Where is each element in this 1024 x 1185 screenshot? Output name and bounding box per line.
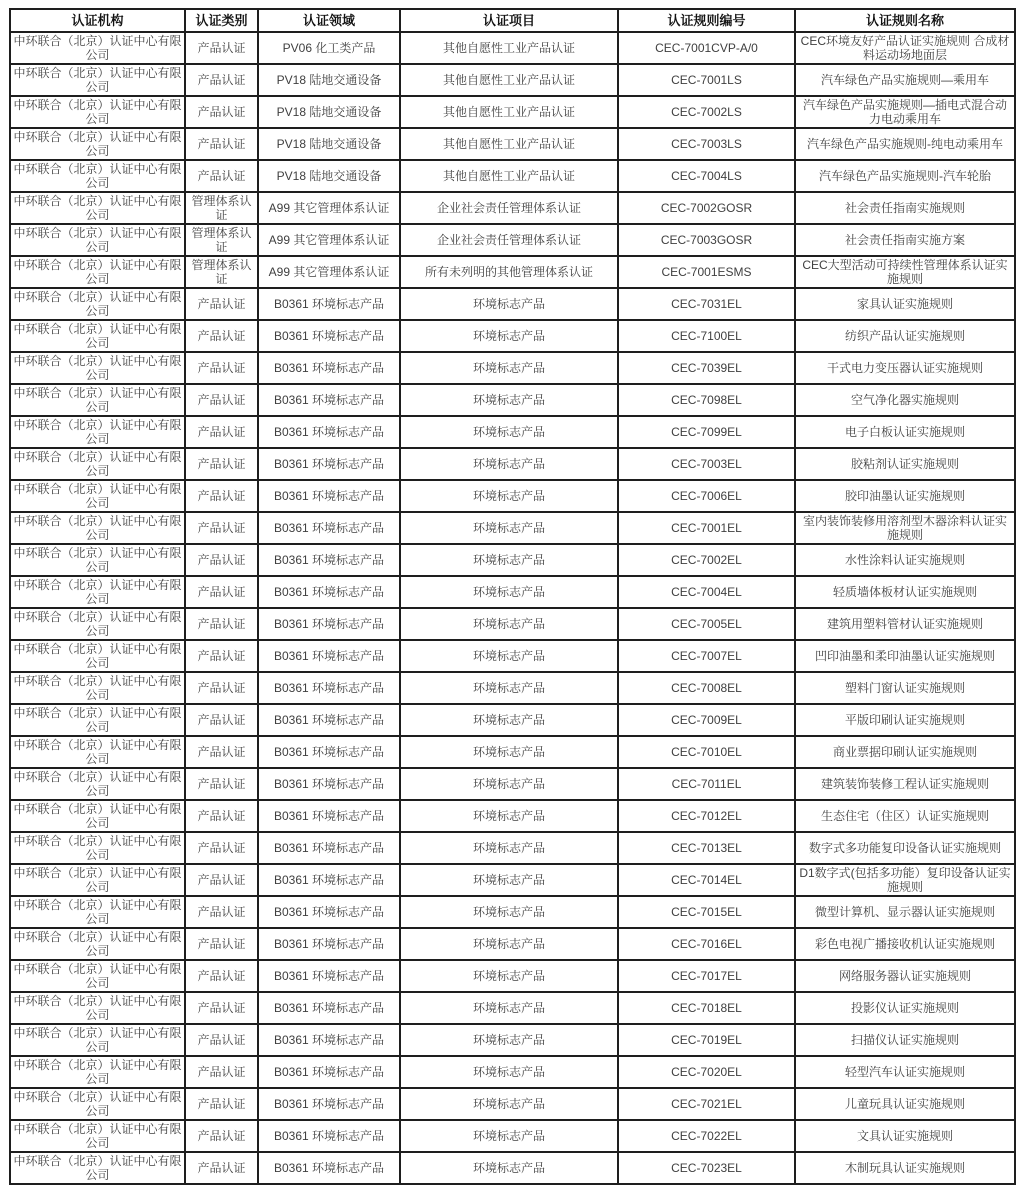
cell-project: 环境标志产品 [400,352,618,384]
cell-field: B0361 环境标志产品 [258,864,400,896]
cell-org: 中环联合（北京）认证中心有限公司 [10,768,185,800]
cell-rule_no: CEC-7002GOSR [618,192,795,224]
cell-rule_name: D1数字式(包括多功能）复印设备认证实施规则 [795,864,1015,896]
cell-category: 管理体系认证 [185,224,258,256]
cell-rule_name: 家具认证实施规则 [795,288,1015,320]
column-header-rule_name: 认证规则名称 [795,9,1015,32]
table-row [10,736,1015,768]
cell-project: 环境标志产品 [400,960,618,992]
cell-field: B0361 环境标志产品 [258,544,400,576]
cell-rule_no: CEC-7017EL [618,960,795,992]
cell-field: B0361 环境标志产品 [258,928,400,960]
cell-field: B0361 环境标志产品 [258,288,400,320]
cell-project: 其他自愿性工业产品认证 [400,128,618,160]
cell-org: 中环联合（北京）认证中心有限公司 [10,416,185,448]
cell-field: PV18 陆地交通设备 [258,160,400,192]
cell-field: PV18 陆地交通设备 [258,128,400,160]
cell-rule_name: 轻型汽车认证实施规则 [795,1056,1015,1088]
cell-rule_name: 建筑用塑料管材认证实施规则 [795,608,1015,640]
table-header [10,9,1015,32]
cell-category: 产品认证 [185,576,258,608]
cell-rule_name: 社会责任指南实施规则 [795,192,1015,224]
table-row [10,448,1015,480]
cell-rule_no: CEC-7098EL [618,384,795,416]
cell-field: PV18 陆地交通设备 [258,96,400,128]
cell-rule_name: 文具认证实施规则 [795,1120,1015,1152]
cell-rule_no: CEC-7099EL [618,416,795,448]
table-row [10,352,1015,384]
cell-project: 环境标志产品 [400,1088,618,1120]
cell-category: 产品认证 [185,288,258,320]
cell-project: 其他自愿性工业产品认证 [400,32,618,64]
header-row [10,9,1015,32]
cell-field: B0361 环境标志产品 [258,384,400,416]
cell-rule_no: CEC-7020EL [618,1056,795,1088]
cell-org: 中环联合（北京）认证中心有限公司 [10,544,185,576]
table-row [10,768,1015,800]
cell-project: 环境标志产品 [400,320,618,352]
table-row [10,32,1015,64]
cell-category: 产品认证 [185,480,258,512]
cell-rule_no: CEC-7022EL [618,1120,795,1152]
cell-category: 产品认证 [185,1152,258,1184]
cell-org: 中环联合（北京）认证中心有限公司 [10,352,185,384]
table-row [10,1056,1015,1088]
table-body [10,32,1015,1184]
cell-rule_no: CEC-7002LS [618,96,795,128]
cell-category: 产品认证 [185,736,258,768]
cell-category: 管理体系认证 [185,256,258,288]
cell-project: 环境标志产品 [400,864,618,896]
cell-org: 中环联合（北京）认证中心有限公司 [10,224,185,256]
cell-field: PV18 陆地交通设备 [258,64,400,96]
table-row [10,640,1015,672]
cell-rule_name: 汽车绿色产品实施规则-汽车轮胎 [795,160,1015,192]
cell-org: 中环联合（北京）认证中心有限公司 [10,480,185,512]
cell-category: 产品认证 [185,320,258,352]
cell-rule_name: 彩色电视广播接收机认证实施规则 [795,928,1015,960]
cell-org: 中环联合（北京）认证中心有限公司 [10,1056,185,1088]
cell-org: 中环联合（北京）认证中心有限公司 [10,800,185,832]
table-row [10,416,1015,448]
cell-field: B0361 环境标志产品 [258,320,400,352]
cell-org: 中环联合（北京）认证中心有限公司 [10,256,185,288]
cell-rule_name: 扫描仪认证实施规则 [795,1024,1015,1056]
cell-org: 中环联合（北京）认证中心有限公司 [10,1120,185,1152]
cell-project: 其他自愿性工业产品认证 [400,64,618,96]
cell-category: 产品认证 [185,928,258,960]
cell-category: 产品认证 [185,448,258,480]
cell-category: 产品认证 [185,384,258,416]
cell-rule_name: 儿童玩具认证实施规则 [795,1088,1015,1120]
table-row [10,704,1015,736]
table-row [10,64,1015,96]
cell-field: B0361 环境标志产品 [258,480,400,512]
cell-category: 产品认证 [185,128,258,160]
cell-org: 中环联合（北京）认证中心有限公司 [10,32,185,64]
column-header-project: 认证项目 [400,9,618,32]
cell-category: 产品认证 [185,512,258,544]
cell-field: B0361 环境标志产品 [258,768,400,800]
cell-rule_no: CEC-7023EL [618,1152,795,1184]
cell-org: 中环联合（北京）认证中心有限公司 [10,192,185,224]
cell-rule_no: CEC-7100EL [618,320,795,352]
cell-org: 中环联合（北京）认证中心有限公司 [10,832,185,864]
cell-rule_name: 汽车绿色产品实施规则—乘用车 [795,64,1015,96]
cell-rule_no: CEC-7002EL [618,544,795,576]
cell-rule_name: 微型计算机、显示器认证实施规则 [795,896,1015,928]
cell-rule_name: 室内装饰装修用溶剂型木器涂料认证实施规则 [795,512,1015,544]
cell-category: 产品认证 [185,64,258,96]
table-row [10,256,1015,288]
table-row [10,1152,1015,1184]
cell-org: 中环联合（北京）认证中心有限公司 [10,512,185,544]
cell-rule_name: 木制玩具认证实施规则 [795,1152,1015,1184]
cell-rule_no: CEC-7015EL [618,896,795,928]
cell-org: 中环联合（北京）认证中心有限公司 [10,128,185,160]
cell-org: 中环联合（北京）认证中心有限公司 [10,1024,185,1056]
cell-category: 产品认证 [185,1120,258,1152]
cell-org: 中环联合（北京）认证中心有限公司 [10,64,185,96]
cell-project: 企业社会责任管理体系认证 [400,224,618,256]
cell-rule_name: 胶印油墨认证实施规则 [795,480,1015,512]
table-row [10,1024,1015,1056]
cell-rule_name: 数字式多功能复印设备认证实施规则 [795,832,1015,864]
cell-rule_no: CEC-7005EL [618,608,795,640]
cell-field: B0361 环境标志产品 [258,448,400,480]
cell-project: 环境标志产品 [400,928,618,960]
cell-rule_name: 凹印油墨和柔印油墨认证实施规则 [795,640,1015,672]
cell-category: 产品认证 [185,960,258,992]
cell-org: 中环联合（北京）认证中心有限公司 [10,384,185,416]
cell-rule_name: 轻质墙体板材认证实施规则 [795,576,1015,608]
cell-rule_no: CEC-7003LS [618,128,795,160]
cell-field: B0361 环境标志产品 [258,416,400,448]
cell-rule_no: CEC-7003EL [618,448,795,480]
column-header-category: 认证类别 [185,9,258,32]
cell-rule_name: 胶粘剂认证实施规则 [795,448,1015,480]
cell-org: 中环联合（北京）认证中心有限公司 [10,96,185,128]
table-row [10,512,1015,544]
cell-project: 所有未列明的其他管理体系认证 [400,256,618,288]
cell-rule_no: CEC-7001CVP-A/0 [618,32,795,64]
cell-project: 环境标志产品 [400,1056,618,1088]
cell-rule_no: CEC-7012EL [618,800,795,832]
cell-rule_name: 平版印刷认证实施规则 [795,704,1015,736]
cell-field: B0361 环境标志产品 [258,736,400,768]
cell-category: 管理体系认证 [185,192,258,224]
cell-category: 产品认证 [185,672,258,704]
cell-rule_no: CEC-7001LS [618,64,795,96]
cell-rule_name: 生态住宅（住区）认证实施规则 [795,800,1015,832]
cell-rule_no: CEC-7018EL [618,992,795,1024]
cell-rule_name: 干式电力变压器认证实施规则 [795,352,1015,384]
cell-category: 产品认证 [185,832,258,864]
cell-rule_no: CEC-7004EL [618,576,795,608]
cell-category: 产品认证 [185,416,258,448]
cell-field: B0361 环境标志产品 [258,992,400,1024]
cell-rule_no: CEC-7004LS [618,160,795,192]
cell-category: 产品认证 [185,1024,258,1056]
cell-category: 产品认证 [185,896,258,928]
cell-rule_name: 塑料门窗认证实施规则 [795,672,1015,704]
cell-field: B0361 环境标志产品 [258,1152,400,1184]
table-row [10,608,1015,640]
cell-rule_name: 网络服务器认证实施规则 [795,960,1015,992]
cell-project: 环境标志产品 [400,1120,618,1152]
cell-field: B0361 环境标志产品 [258,608,400,640]
cell-field: A99 其它管理体系认证 [258,192,400,224]
cell-field: B0361 环境标志产品 [258,512,400,544]
cell-project: 环境标志产品 [400,416,618,448]
cell-field: B0361 环境标志产品 [258,672,400,704]
cell-rule_name: 汽车绿色产品实施规则—插电式混合动力电动乘用车 [795,96,1015,128]
cell-field: B0361 环境标志产品 [258,832,400,864]
table-row [10,1120,1015,1152]
cell-rule_no: CEC-7014EL [618,864,795,896]
cell-rule_name: 水性涂料认证实施规则 [795,544,1015,576]
cell-rule_no: CEC-7010EL [618,736,795,768]
cell-project: 环境标志产品 [400,448,618,480]
table-row [10,928,1015,960]
cell-category: 产品认证 [185,704,258,736]
cell-project: 环境标志产品 [400,1024,618,1056]
table-row [10,288,1015,320]
cell-org: 中环联合（北京）认证中心有限公司 [10,288,185,320]
cell-category: 产品认证 [185,32,258,64]
cell-category: 产品认证 [185,768,258,800]
cell-rule_no: CEC-7011EL [618,768,795,800]
cell-rule_name: 社会责任指南实施方案 [795,224,1015,256]
cell-rule_name: 汽车绿色产品实施规则-纯电动乘用车 [795,128,1015,160]
cell-project: 环境标志产品 [400,480,618,512]
cell-field: B0361 环境标志产品 [258,640,400,672]
cell-org: 中环联合（北京）认证中心有限公司 [10,672,185,704]
cell-field: B0361 环境标志产品 [258,704,400,736]
cell-org: 中环联合（北京）认证中心有限公司 [10,992,185,1024]
cell-rule_name: 投影仪认证实施规则 [795,992,1015,1024]
cell-rule_no: CEC-7009EL [618,704,795,736]
cell-field: B0361 环境标志产品 [258,1056,400,1088]
cell-rule_no: CEC-7001ESMS [618,256,795,288]
cell-category: 产品认证 [185,640,258,672]
cell-project: 环境标志产品 [400,608,618,640]
cell-org: 中环联合（北京）认证中心有限公司 [10,960,185,992]
cell-field: B0361 环境标志产品 [258,576,400,608]
table-row [10,896,1015,928]
cell-org: 中环联合（北京）认证中心有限公司 [10,160,185,192]
cell-rule_name: 商业票据印刷认证实施规则 [795,736,1015,768]
cell-org: 中环联合（北京）认证中心有限公司 [10,1088,185,1120]
cell-rule_name: 空气净化器实施规则 [795,384,1015,416]
cell-field: B0361 环境标志产品 [258,896,400,928]
table-row [10,864,1015,896]
cell-rule_name: CEC大型活动可持续性管理体系认证实施规则 [795,256,1015,288]
cell-rule_no: CEC-7039EL [618,352,795,384]
cell-category: 产品认证 [185,608,258,640]
cell-rule_name: 建筑装饰装修工程认证实施规则 [795,768,1015,800]
cell-project: 环境标志产品 [400,1152,618,1184]
cell-category: 产品认证 [185,1056,258,1088]
cell-project: 环境标志产品 [400,896,618,928]
cell-project: 环境标志产品 [400,640,618,672]
cell-rule_name: 电子白板认证实施规则 [795,416,1015,448]
cell-rule_no: CEC-7031EL [618,288,795,320]
table-row [10,128,1015,160]
cell-rule_name: 纺织产品认证实施规则 [795,320,1015,352]
table-row [10,800,1015,832]
cell-category: 产品认证 [185,96,258,128]
cell-rule_no: CEC-7013EL [618,832,795,864]
cell-project: 环境标志产品 [400,288,618,320]
cell-project: 环境标志产品 [400,544,618,576]
cell-rule_no: CEC-7021EL [618,1088,795,1120]
cell-category: 产品认证 [185,800,258,832]
cell-rule_no: CEC-7016EL [618,928,795,960]
cell-org: 中环联合（北京）认证中心有限公司 [10,896,185,928]
cell-field: A99 其它管理体系认证 [258,224,400,256]
cell-project: 环境标志产品 [400,384,618,416]
cell-project: 环境标志产品 [400,736,618,768]
table-row [10,384,1015,416]
cell-org: 中环联合（北京）认证中心有限公司 [10,928,185,960]
cell-category: 产品认证 [185,544,258,576]
cell-project: 其他自愿性工业产品认证 [400,160,618,192]
cell-rule_no: CEC-7019EL [618,1024,795,1056]
cell-project: 环境标志产品 [400,992,618,1024]
cell-category: 产品认证 [185,992,258,1024]
cell-org: 中环联合（北京）认证中心有限公司 [10,1152,185,1184]
cell-category: 产品认证 [185,864,258,896]
table-row [10,480,1015,512]
column-header-rule_no: 认证规则编号 [618,9,795,32]
cell-org: 中环联合（北京）认证中心有限公司 [10,608,185,640]
cell-field: B0361 环境标志产品 [258,800,400,832]
table-row [10,832,1015,864]
certification-table-container [9,8,1015,1185]
cell-category: 产品认证 [185,352,258,384]
table-row [10,192,1015,224]
table-row [10,992,1015,1024]
column-header-org: 认证机构 [10,9,185,32]
table-row [10,320,1015,352]
cell-project: 环境标志产品 [400,672,618,704]
cell-category: 产品认证 [185,1088,258,1120]
table-row [10,544,1015,576]
cell-org: 中环联合（北京）认证中心有限公司 [10,448,185,480]
cell-rule_no: CEC-7001EL [618,512,795,544]
cell-project: 环境标志产品 [400,704,618,736]
cell-org: 中环联合（北京）认证中心有限公司 [10,704,185,736]
cell-field: B0361 环境标志产品 [258,960,400,992]
cell-field: PV06 化工类产品 [258,32,400,64]
cell-field: B0361 环境标志产品 [258,1088,400,1120]
cell-rule_no: CEC-7007EL [618,640,795,672]
table-row [10,160,1015,192]
cell-org: 中环联合（北京）认证中心有限公司 [10,864,185,896]
cell-project: 环境标志产品 [400,832,618,864]
cell-org: 中环联合（北京）认证中心有限公司 [10,576,185,608]
cell-rule_name: CEC环境友好产品认证实施规则 合成材料运动场地面层 [795,32,1015,64]
cell-org: 中环联合（北京）认证中心有限公司 [10,736,185,768]
cell-rule_no: CEC-7003GOSR [618,224,795,256]
certification-table [9,8,1016,1185]
table-row [10,1088,1015,1120]
cell-rule_no: CEC-7006EL [618,480,795,512]
column-header-field: 认证领域 [258,9,400,32]
cell-project: 企业社会责任管理体系认证 [400,192,618,224]
cell-field: B0361 环境标志产品 [258,352,400,384]
cell-field: B0361 环境标志产品 [258,1120,400,1152]
cell-project: 其他自愿性工业产品认证 [400,96,618,128]
table-row [10,224,1015,256]
cell-project: 环境标志产品 [400,576,618,608]
cell-org: 中环联合（北京）认证中心有限公司 [10,640,185,672]
table-row [10,576,1015,608]
cell-project: 环境标志产品 [400,800,618,832]
table-row [10,96,1015,128]
cell-field: A99 其它管理体系认证 [258,256,400,288]
cell-project: 环境标志产品 [400,768,618,800]
cell-field: B0361 环境标志产品 [258,1024,400,1056]
table-row [10,960,1015,992]
cell-rule_no: CEC-7008EL [618,672,795,704]
cell-project: 环境标志产品 [400,512,618,544]
table-row [10,672,1015,704]
cell-category: 产品认证 [185,160,258,192]
cell-org: 中环联合（北京）认证中心有限公司 [10,320,185,352]
